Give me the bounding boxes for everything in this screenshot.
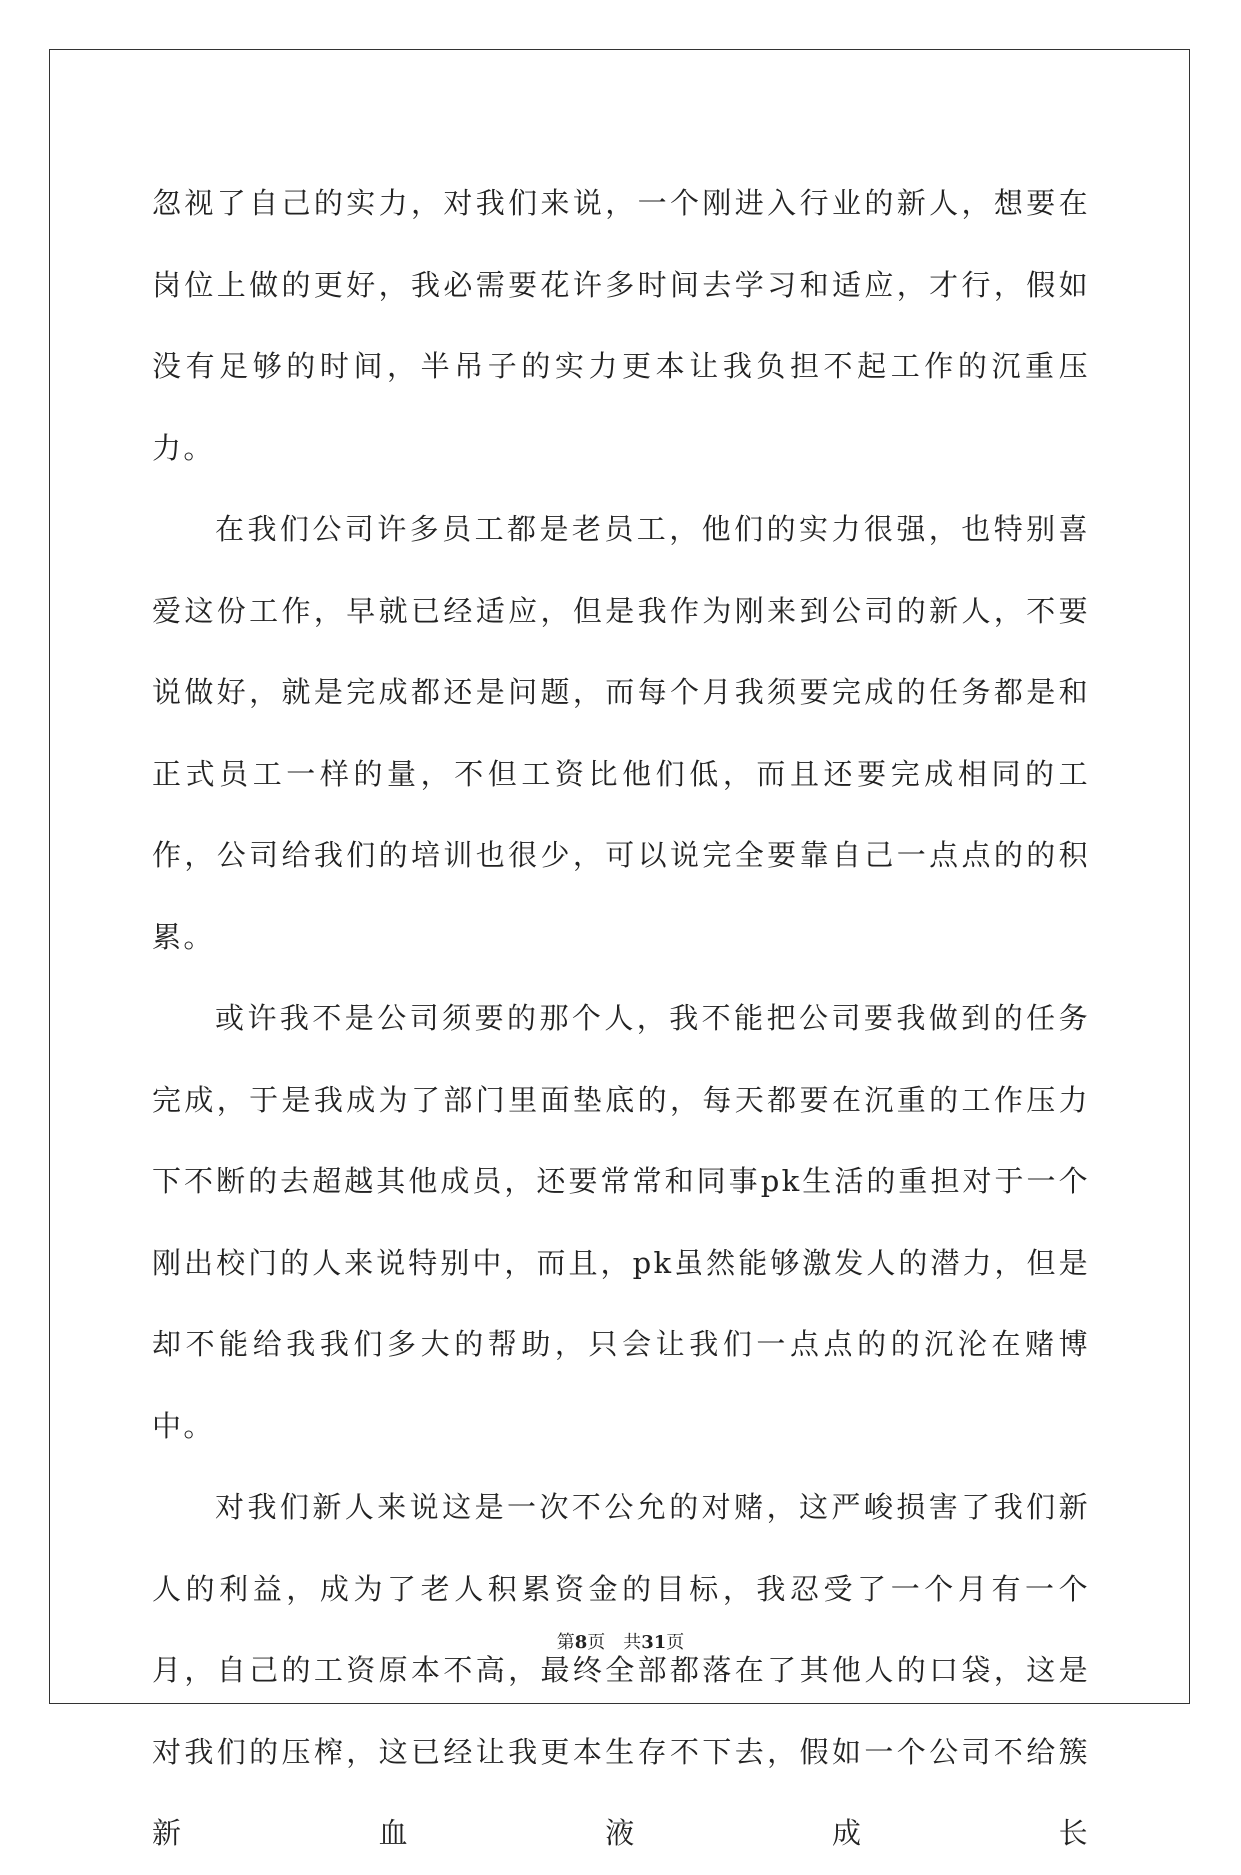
footer-page-current: 8 [574,1632,588,1653]
footer-total-prefix: 共 [623,1632,642,1653]
paragraph-4: 对我们新人来说这是一次不公允的对赌，这严峻损害了我们新人的利益，成为了老人积累资金的目标，我忍受了一个月有一个月，自己的工资原本不高，最终全部都落在了其他人的口袋，这是对我们的压榨，这已经让我更本生存不下去，假如一个公司不给簇新血液成长 [152,1490,1090,1850]
footer-page-total: 31 [641,1632,667,1653]
footer-page-suffix: 页 [587,1632,606,1653]
paragraph-2: 在我们公司许多员工都是老员工，他们的实力很强，也特别喜爱这份工作，早就已经适应，但是我作为刚来到公司的新人，不要说做好，就是完成都还是问题，而每个月我须要完成的任务都是和正式员工一样的量，不但工资比他们低，而且还要完成相同的工作，公司给我们的培训也很少，可以说完全要靠自己一点点的的积累。 [152,512,1090,954]
paragraph-1: 忽视了自己的实力，对我们来说，一个刚进入行业的新人，想要在岗位上做的更好，我必需要花许多时间去学习和适应，才行，假如没有足够的时间，半吊子的实力更本让我负担不起工作的沉重压力。 [152,186,1090,465]
footer-page-prefix: 第 [556,1632,575,1653]
footer-total-suffix: 页 [666,1632,685,1653]
page-footer [0,1628,1241,1654]
paragraph-3: 或许我不是公司须要的那个人，我不能把公司要我做到的任务完成，于是我成为了部门里面垫底的，每天都要在沉重的工作压力下不断的去超越其他成员，还要常常和同事pk生活的重担对于一个刚出校门的人来说特别中，而且，pk虽然能够激发人的潜力，但是却不能给我我们多大的帮助，只会让我们一点点的的沉沦在赌博中。 [152,1001,1090,1443]
document-body [152,163,1090,1875]
